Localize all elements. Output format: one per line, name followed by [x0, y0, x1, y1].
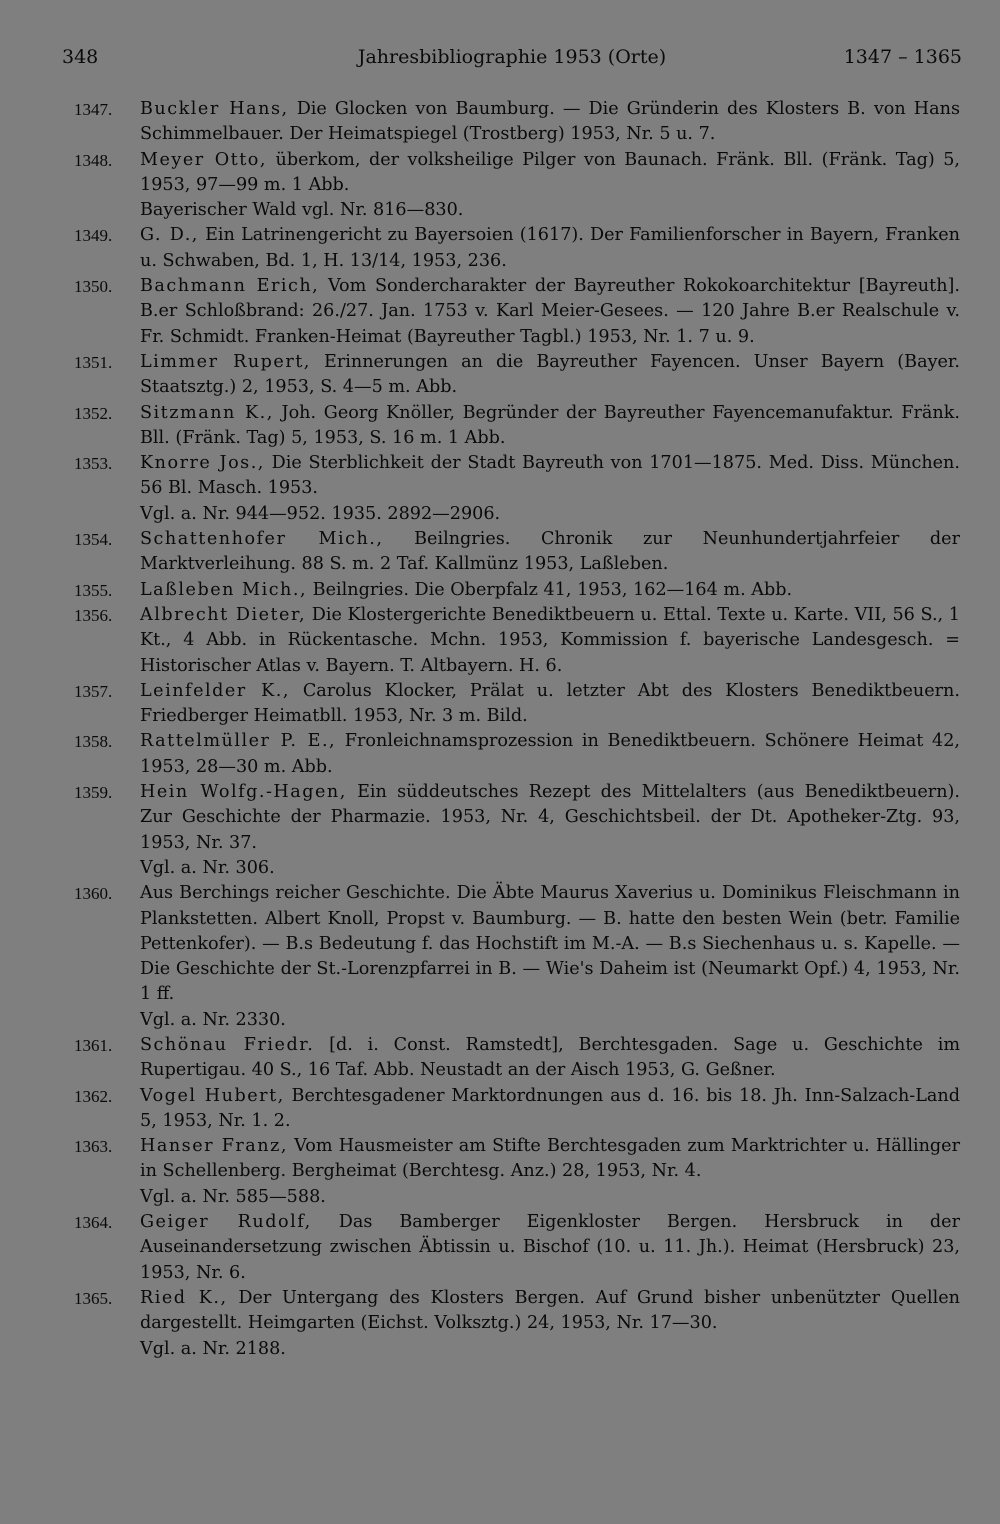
entry-citation: Die Sterblichkeit der Stadt Bayreuth von 1701—1875. Med. Diss. München. 56 Bl. Masch. 1953.	[140, 453, 960, 499]
entry-number: 1355.	[74, 580, 113, 600]
entry-number: 1362.	[74, 1086, 113, 1106]
bibliography-entry	[62, 451, 960, 502]
entry-citation: Vom Hausmeister am Stifte Berchtesgaden zum Marktrichter u. Hällinger in Schellenberg. Bergheimat (Berchtesg. Anz.) 28, 1953, Nr. 4.	[140, 1136, 960, 1182]
entry-author: Albrecht Dieter,	[140, 604, 307, 625]
cross-reference: Vgl. a. Nr. 2330.	[140, 1009, 286, 1030]
entry-text	[140, 1084, 960, 1135]
entry-text	[140, 350, 960, 401]
bibliography-entry	[62, 1210, 960, 1286]
bibliography-entry	[62, 274, 960, 350]
bibliography-entry	[62, 1286, 960, 1337]
bibliography-entry	[62, 1033, 960, 1084]
entry-text	[140, 148, 960, 199]
entry-text	[140, 603, 960, 679]
entry-author: Laßleben Mich.,	[140, 579, 308, 600]
entry-author: Vogel Hubert,	[140, 1085, 285, 1106]
entry-author: Schönau Friedr.	[140, 1034, 315, 1055]
entry-author: Rattelmüller P. E.,	[140, 731, 337, 752]
entry-number: 1357.	[74, 681, 113, 701]
entry-citation: Fronleichnamsprozession in Benediktbeuern. Schönere Heimat 42, 1953, 28—30 m. Abb.	[140, 731, 960, 777]
entry-author: Sitzmann K.,	[140, 402, 274, 423]
entry-author: Buckler Hans,	[140, 99, 289, 119]
entry-citation: Das Bamberger Eigenkloster Bergen. Hersbruck in der Auseinandersetzung zwischen Äbtissin u. Bischof (10. u. 11. Jh.). Heimat (Hersbruck) 23, 1953, Nr. 6.	[140, 1212, 960, 1283]
entry-citation: Ein Latrinengericht zu Bayersoien (1617). Der Familienforscher in Bayern, Franken u. Schwaben, Bd. 1, H. 13/14, 1953, 236.	[140, 225, 961, 271]
entry-citation: Berchtesgadener Marktordnungen aus d. 16. bis 18. Jh. Inn-Salzach-Land 5, 1953, Nr. 1. 2.	[140, 1085, 960, 1131]
entry-number: 1358.	[74, 732, 113, 752]
bibliography-entry	[62, 223, 960, 274]
bibliography-entry	[62, 578, 960, 603]
entry-author: Bachmann Erich,	[140, 276, 320, 297]
entry-number: 1352.	[74, 403, 113, 423]
entry-citation: [d. i. Const. Ramstedt], Berchtesgaden. Sage u. Geschichte im Rupertigau. 40 S., 16 Taf. Abb. Neustadt an der Aisch 1953, G. Geßner.	[140, 1034, 960, 1081]
entry-number: 1354.	[74, 530, 113, 550]
entry-citation: Ein süddeutsches Rezept des Mittelalters (aus Benediktbeuern). Zur Geschichte der Pharmazie. 1953, Nr. 4, Geschichtsbeil. der Dt. Apotheker-Ztg. 93, 1953, Nr. 37.	[140, 782, 961, 853]
entry-text	[140, 451, 960, 502]
entry-author: G. D.,	[140, 225, 199, 246]
bibliography-entry	[62, 881, 960, 1007]
running-title: Jahresbibliographie 1953 (Orte)	[357, 46, 667, 68]
cross-reference: Vgl. a. Nr. 306.	[140, 857, 275, 878]
entry-text	[140, 1134, 960, 1185]
entry-text	[140, 679, 960, 730]
entry-text	[140, 729, 960, 780]
entry-author: Meyer Otto,	[140, 149, 267, 170]
entry-text	[140, 1033, 960, 1084]
entry-author: Ried K.,	[140, 1287, 228, 1308]
entry-citation: Vom Sondercharakter der Bayreuther Rokokoarchitektur [Bayreuth]. B.er Schloßbrand: 26./27. Jan. 1753 v. Karl Meier-Gesees. — 120 Jahre B.er Realschule v. Fr. Schmidt. Franken-Heimat (Bayreuther Tagbl.) 1953, Nr. 1. 7 u. 9.	[140, 276, 960, 347]
entry-text	[140, 1286, 960, 1337]
entry-citation: Der Untergang des Klosters Bergen. Auf Grund bisher unbenützter Quellen dargestellt. Heimgarten (Eichst. Volksztg.) 24, 1953, Nr. 17—30.	[140, 1287, 960, 1334]
bibliography-entry	[62, 679, 960, 730]
entry-author: Leinfelder K.,	[140, 680, 290, 701]
bibliography-entry	[62, 527, 960, 578]
bibliography-entry	[62, 1084, 960, 1135]
entry-number: 1360.	[74, 884, 113, 904]
entry-citation: Erinnerungen an die Bayreuther Fayencen. Unser Bayern (Bayer. Staatsztg.) 2, 1953, S. 4—5 m. Abb.	[140, 351, 960, 398]
entry-citation: Carolus Klocker, Prälat u. letzter Abt des Klosters Benediktbeuern. Friedberger Heimatbll. 1953, Nr. 3 m. Bild.	[140, 680, 960, 727]
cross-reference: Vgl. a. Nr. 2188.	[140, 1338, 286, 1359]
entry-author: Hein Wolfg.-Hagen,	[140, 782, 347, 803]
entry-author: Schattenhofer Mich.,	[140, 529, 384, 550]
entry-text	[140, 401, 960, 452]
entry-text	[140, 780, 960, 856]
entry-number: 1349.	[74, 226, 113, 246]
bibliography-entry	[62, 401, 960, 452]
entry-text	[140, 881, 960, 1007]
entry-range: 1347 – 1365	[843, 46, 962, 68]
cross-reference: Bayerischer Wald vgl. Nr. 816—830.	[140, 200, 464, 221]
entry-text	[140, 527, 960, 578]
entry-citation: überkom, der volksheilige Pilger von Baunach. Fränk. Bll. (Fränk. Tag) 5, 1953, 97—99 m. 1 Abb.	[140, 149, 961, 195]
entry-author: Geiger Rudolf,	[140, 1212, 312, 1233]
entry-citation: Joh. Georg Knöller, Begründer der Bayreuther Fayencemanufaktur. Fränk. Bll. (Fränk. Tag) 5, 1953, S. 16 m. 1 Abb.	[140, 402, 960, 448]
bibliography-entry	[62, 729, 960, 780]
entry-number: 1350.	[74, 277, 113, 297]
bibliography-entry	[62, 603, 960, 679]
entry-number: 1353.	[74, 454, 113, 474]
bibliography-entry	[62, 97, 960, 148]
bibliography-entry	[62, 350, 960, 401]
bibliography-entry	[62, 148, 960, 199]
cross-reference: Vgl. a. Nr. 944—952. 1935. 2892—2906.	[140, 503, 501, 524]
entry-citation: Beilngries. Die Oberpfalz 41, 1953, 162—164 m. Abb.	[307, 579, 793, 600]
entry-text	[140, 1210, 960, 1286]
cross-reference: Vgl. a. Nr. 585—588.	[140, 1186, 326, 1207]
entry-number: 1359.	[74, 783, 113, 803]
entry-text	[140, 274, 960, 350]
page-number: 348	[62, 46, 99, 68]
entry-citation: Beilngries. Chronik zur Neunhundertjahrfeier der Marktverleihung. 88 S. m. 2 Taf. Kallmünz 1953, Laßleben.	[140, 529, 960, 575]
entry-number: 1351.	[74, 352, 113, 372]
bibliography-entry	[62, 1134, 960, 1185]
entry-number: 1356.	[74, 605, 113, 625]
entry-number: 1361.	[74, 1035, 113, 1055]
entry-citation: Die Klostergerichte Benediktbeuern u. Ettal. Texte u. Karte. VII, 56 S., 1 Kt., 4 Abb. in Rückentasche. Mchn. 1953, Kommission f. bayerische Landesgesch. = Historischer Atlas v. Bayern. T. Altbayern. H. 6.	[140, 604, 960, 676]
entry-citation: Die Glocken von Baumburg. — Die Gründerin des Klosters B. von Hans Schimmelbauer. Der Heimatspiegel (Trostberg) 1953, Nr. 5 u. 7.	[140, 99, 960, 145]
bibliography-entry	[62, 780, 960, 856]
entry-number: 1364.	[74, 1213, 113, 1233]
entry-citation: Aus Berchings reicher Geschichte. Die Äbte Maurus Xaverius u. Dominikus Fleischmann in Plankstetten. Albert Knoll, Propst v. Baumburg. — B. hatte den besten Wein (betr. Familie Pettenkofer). — B.s Bedeutung f. das Hochstift im M.-A. — B.s Siechenhaus u. s. Kapelle. — Die Geschichte der St.-Lorenzpfarrei in B. — Wie's Daheim ist (Neumarkt Opf.) 4, 1953, Nr. 1 ff.	[140, 883, 960, 1005]
entry-list	[62, 97, 960, 1362]
entry-author: Hanser Franz,	[140, 1136, 288, 1157]
entry-number: 1348.	[74, 150, 113, 170]
entry-text	[140, 97, 960, 148]
entry-text	[140, 223, 960, 274]
page-header	[62, 46, 962, 72]
entry-number: 1347.	[74, 100, 113, 119]
entry-number: 1365.	[74, 1288, 113, 1308]
entry-author: Knorre Jos.,	[140, 453, 265, 474]
entry-number: 1363.	[74, 1137, 113, 1157]
entry-text	[140, 578, 960, 603]
entry-author: Limmer Rupert,	[140, 351, 311, 372]
